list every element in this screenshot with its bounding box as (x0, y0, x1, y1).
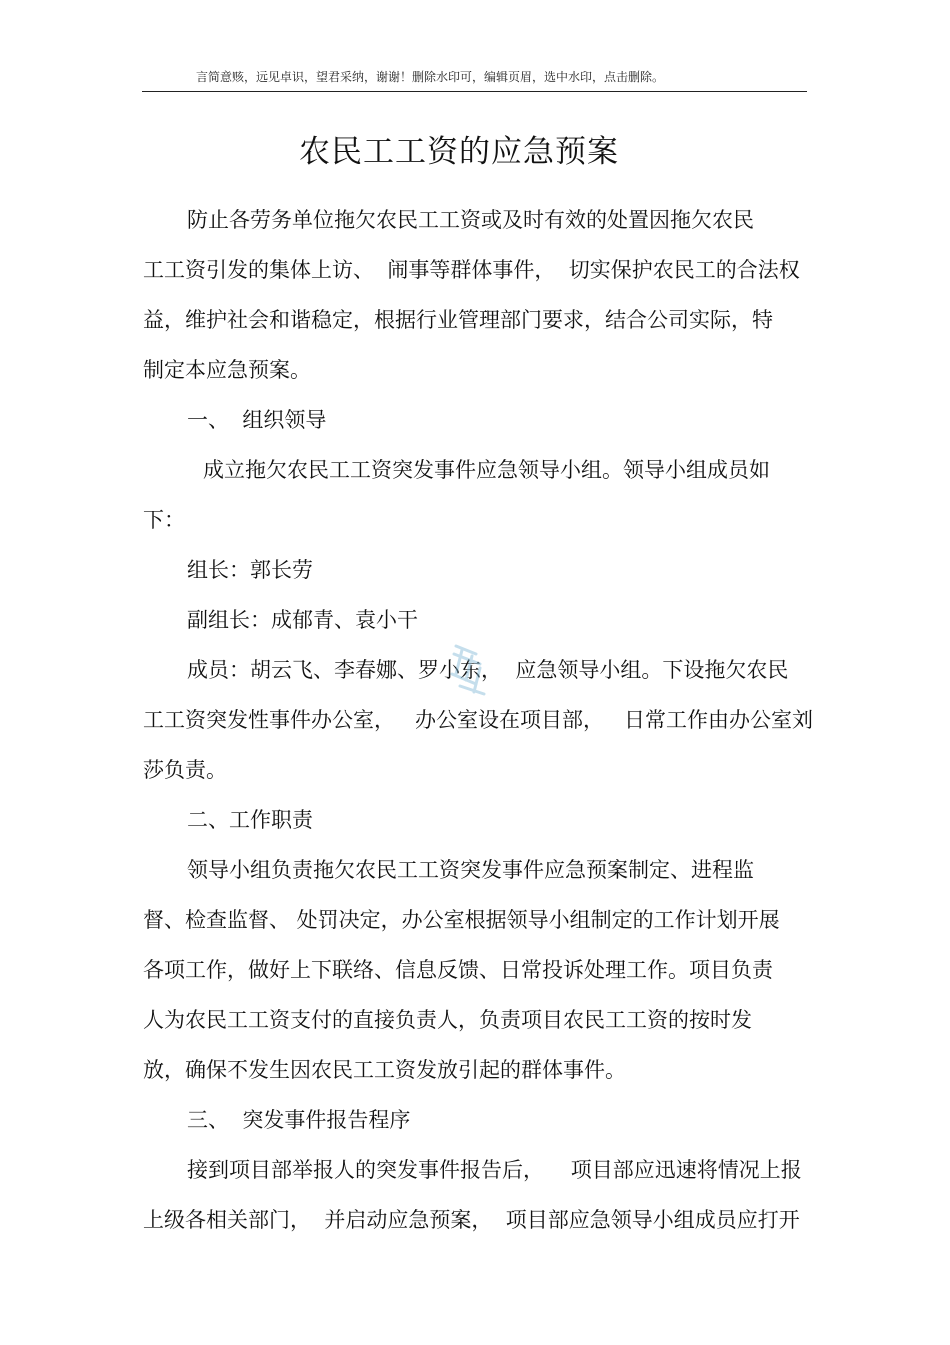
section-heading: 二、工作职责 (187, 808, 313, 832)
body-line: 放，确保不发生因农民工工资发放引起的群体事件。 (143, 1058, 626, 1082)
document-title: 农民工工资的应急预案 (299, 134, 619, 170)
section-heading: 一、 组织领导 (187, 408, 327, 432)
body-line: 制定本应急预案。 (143, 358, 311, 382)
body-line: 工工资突发性事件办公室， 办公室设在项目部， 日常工作由办公室刘 (143, 708, 814, 732)
body-line: 上级各相关部门， 并启动应急预案， 项目部应急领导小组成员应打开 (143, 1208, 800, 1232)
body-line: 益，维护社会和谐稳定，根据行业管理部门要求，结合公司实际，特 (143, 308, 773, 332)
body-line: 副组长：成郁青、袁小干 (187, 608, 418, 632)
body-line: 防止各劳务单位拖欠农民工工资或及时有效的处置因拖欠农民 (187, 208, 754, 232)
body-line: 莎负责。 (143, 758, 227, 782)
body-line: 领导小组负责拖欠农民工工资突发事件应急预案制定、进程监 (187, 858, 754, 882)
body-line: 下： (143, 508, 185, 532)
header-text: 言简意赅，远见卓识，望君采纳，谢谢！删除水印可，编辑页眉，选中水印，点击删除。 (196, 70, 665, 84)
body-line: 工工资引发的集体上访、 闹事等群体事件， 切实保护农民工的合法权 (143, 258, 800, 282)
body-line: 人为农民工工资支付的直接负责人，负责项目农民工工资的按时发 (143, 1008, 752, 1032)
body-line: 成员：胡云飞、李春娜、罗小东， 应急领导小组。下设拖欠农民 (187, 658, 789, 682)
body-line: 督、检查监督、 处罚决定，办公室根据领导小组制定的工作计划开展 (143, 908, 780, 932)
body-line: 组长：郭长劳 (187, 558, 313, 582)
body-line: 成立拖欠农民工工资突发事件应急领导小组。领导小组成员如 (203, 458, 770, 482)
section-heading: 三、 突发事件报告程序 (187, 1108, 411, 1132)
body-line: 接到项目部举报人的突发事件报告后， 项目部应迅速将情况上报 (187, 1158, 802, 1182)
header-divider (142, 91, 807, 92)
watermark-stamp-icon[interactable] (446, 640, 492, 698)
body-line: 各项工作，做好上下联络、信息反馈、日常投诉处理工作。项目负责 (143, 958, 773, 982)
